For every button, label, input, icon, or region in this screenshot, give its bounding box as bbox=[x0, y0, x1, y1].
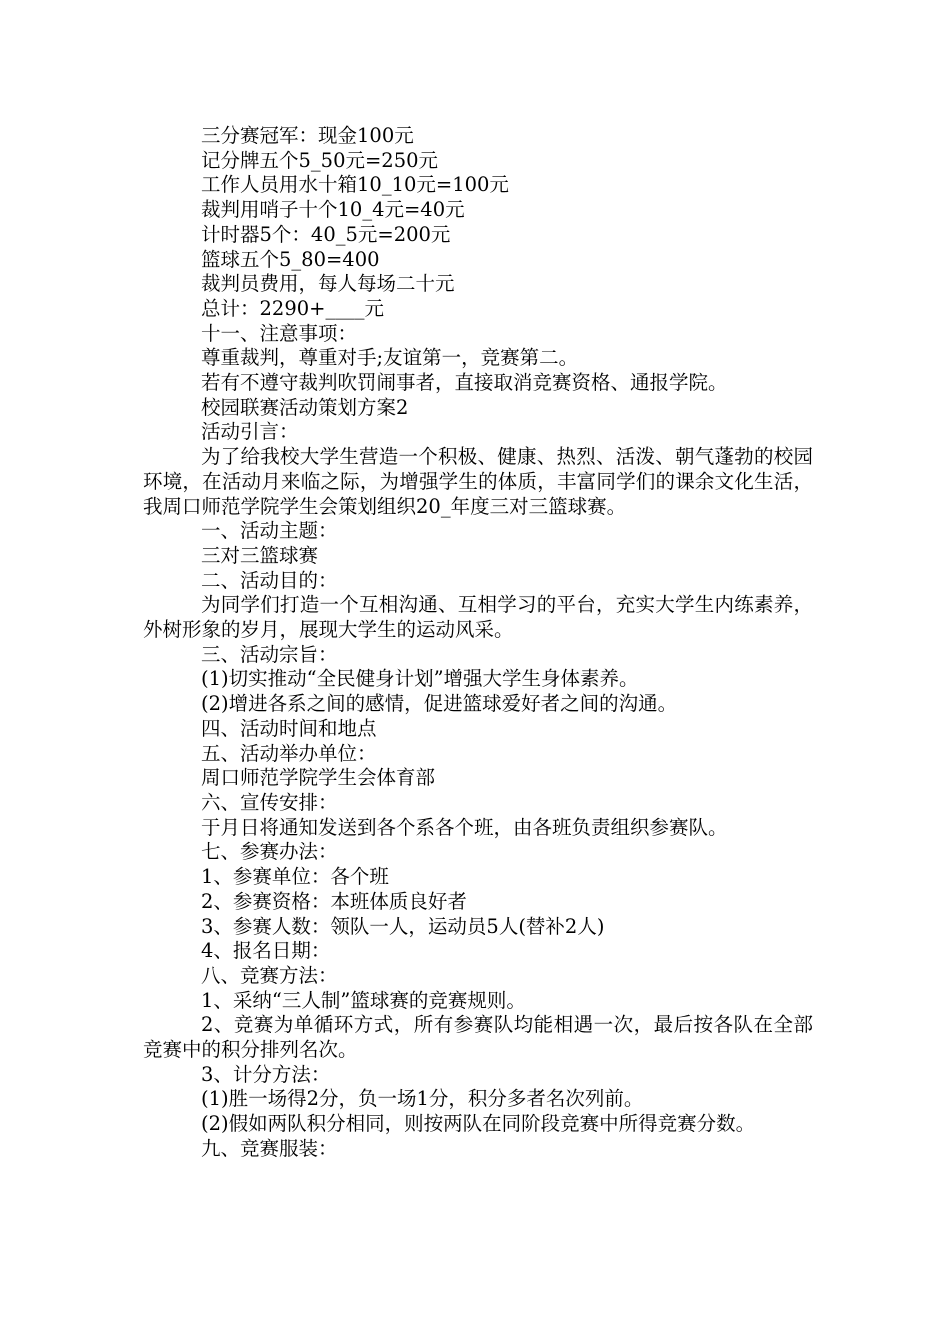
text-line: 周口师范学院学生会体育部 bbox=[201, 766, 436, 790]
section-heading: 五、活动举办单位： bbox=[201, 741, 377, 765]
section-heading: 一、活动主题： bbox=[201, 519, 338, 543]
section-heading: 八、竞赛方法： bbox=[201, 963, 338, 987]
text-line: 三对三篮球赛 bbox=[201, 543, 319, 567]
section-heading: 十一、注意事项： bbox=[201, 321, 358, 345]
section-heading: 六、宣传安排： bbox=[201, 790, 338, 814]
paragraph: (2)假如两队积分相同，则按两队在同阶段竞赛中所得竞赛分数。 bbox=[201, 1112, 756, 1136]
text-line: 于月日将通知发送到各个系各个班，由各班负责组织参赛队。 bbox=[201, 815, 728, 839]
document-title: 校园联赛活动策划方案2 bbox=[201, 395, 409, 419]
text-line: 1、采纳“三人制”篮球赛的竞赛规则。 bbox=[201, 988, 526, 1012]
text-line: 4、报名日期： bbox=[201, 939, 331, 963]
section-heading: 四、活动时间和地点 bbox=[201, 716, 377, 740]
paragraph: 2、竞赛为单循环方式，所有参赛队均能相遇一次，最后按各队在全部竞赛中的积分排列名次。 bbox=[143, 1013, 813, 1062]
text-line: 尊重裁判，尊重对手;友谊第一，竞赛第二。 bbox=[201, 346, 579, 370]
section-heading: 三、活动宗旨： bbox=[201, 642, 338, 666]
document-page bbox=[143, 124, 813, 1162]
text-line: (1)切实推动“全民健身计划”增强大学生身体素养。 bbox=[201, 667, 639, 691]
text-line: 若有不遵守裁判吹罚闹事者，直接取消竞赛资格、通报学院。 bbox=[201, 371, 728, 395]
text-line: 2、参赛资格：本班体质良好者 bbox=[201, 889, 467, 913]
text-line: 3、计分方法： bbox=[201, 1062, 331, 1086]
paragraph: 为了给我校大学生营造一个积极、健康、热烈、活泼、朝气蓬勃的校园环境，在活动月来临之际，为增强学生的体质，丰富同学们的课余文化生活，我周口师范学院学生会策划组织20_年度三对三篮球赛。 bbox=[143, 445, 813, 518]
text-line: 记分牌五个5_50元=250元 bbox=[201, 148, 439, 172]
section-heading: 九、竞赛服装： bbox=[201, 1136, 338, 1160]
section-heading: 二、活动目的： bbox=[201, 568, 338, 592]
section-heading: 活动引言： bbox=[201, 420, 299, 444]
text-line: 1、参赛单位：各个班 bbox=[201, 865, 389, 889]
paragraph: 为同学们打造一个互相沟通、互相学习的平台，充实大学生内练素养，外树形象的岁月，展现大学生的运动风采。 bbox=[143, 593, 813, 642]
section-heading: 七、参赛办法： bbox=[201, 840, 338, 864]
text-line: 计时器5个：40_5元=200元 bbox=[201, 222, 451, 246]
text-line: 三分赛冠军：现金100元 bbox=[201, 124, 414, 147]
text-line: 裁判用哨子十个10_4元=40元 bbox=[201, 198, 465, 222]
text-line: 裁判员费用，每人每场二十元 bbox=[201, 272, 455, 296]
text-line: 3、参赛人数：领队一人，运动员5人(替补2人) bbox=[201, 914, 605, 938]
text-line: 篮球五个5_80=400 bbox=[201, 247, 380, 271]
text-line: 总计：2290+____元 bbox=[201, 296, 384, 320]
text-line: (1)胜一场得2分，负一场1分，积分多者名次列前。 bbox=[201, 1087, 644, 1111]
text-line: (2)增进各系之间的感情，促进篮球爱好者之间的沟通。 bbox=[201, 692, 678, 716]
text-line: 工作人员用水十箱10_10元=100元 bbox=[201, 173, 509, 197]
